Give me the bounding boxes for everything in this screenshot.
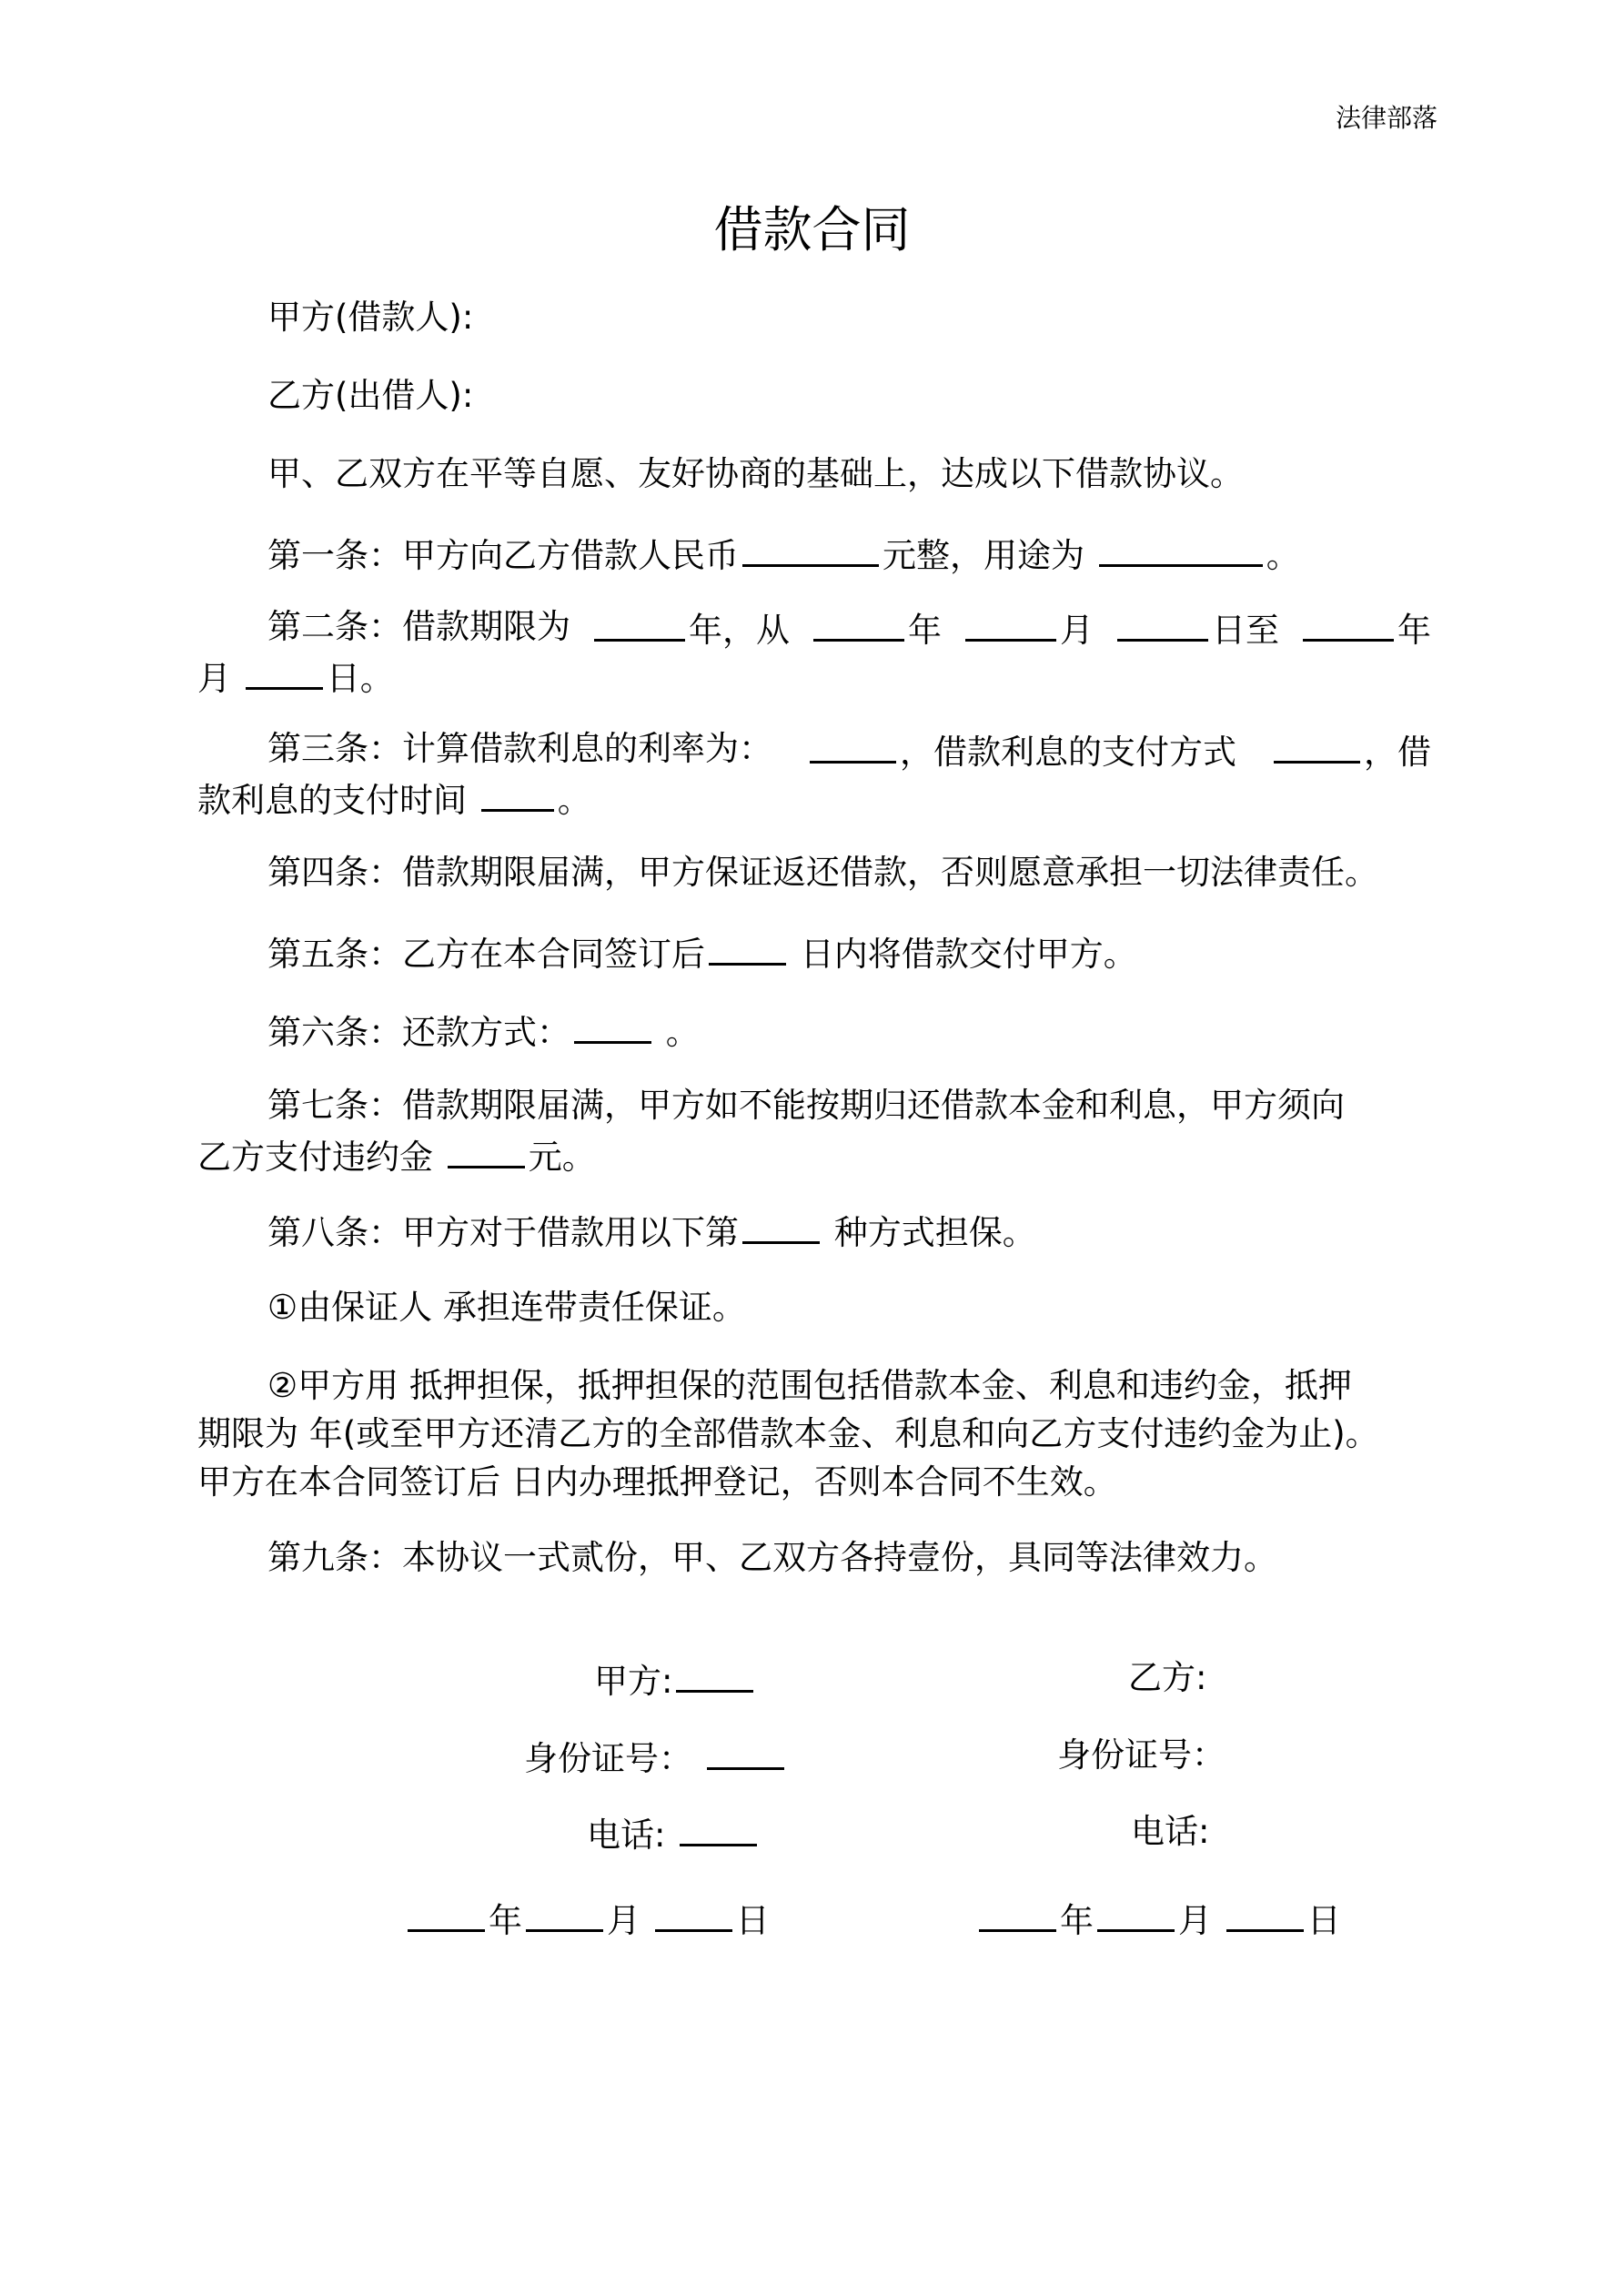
article-8 bbox=[197, 1205, 1431, 1257]
party-b-date bbox=[975, 1893, 1341, 1945]
article-4: 第四条：借款期限届满，甲方保证返还借款，否则愿意承担一切法律责任。 bbox=[267, 853, 1378, 892]
party-b-signature: 乙方: bbox=[1128, 1658, 1207, 1697]
article-3-text-1: 第三条：计算借款利息的利率为： bbox=[267, 729, 772, 768]
article-7-line-1: 第七条：借款期限届满，甲方如不能按期归还借款本金和利息，甲方须向 bbox=[267, 1086, 1345, 1125]
article-5-text-2: 日内将借款交付甲方。 bbox=[800, 935, 1137, 974]
repayment-method-blank[interactable] bbox=[574, 1005, 651, 1044]
article-1-part-1: 第一条：甲方向乙方借款人民币 bbox=[267, 536, 739, 575]
party-a-phone bbox=[587, 1807, 761, 1859]
delivery-days-blank[interactable] bbox=[709, 926, 786, 966]
party-b-month-blank[interactable] bbox=[1097, 1893, 1175, 1932]
guarantee-type-blank[interactable] bbox=[742, 1205, 820, 1244]
party-b-year-blank[interactable] bbox=[979, 1893, 1056, 1932]
purpose-blank[interactable] bbox=[1099, 528, 1263, 567]
party-a-signature-blank[interactable] bbox=[676, 1654, 753, 1693]
penalty-amount-blank[interactable] bbox=[448, 1129, 525, 1168]
article-2-line-1 bbox=[197, 602, 1431, 654]
end-year-blank[interactable] bbox=[1303, 602, 1394, 642]
party-a-id-label: 身份证号： bbox=[524, 1739, 692, 1778]
article-1-part-2: 元整，用途为 bbox=[883, 536, 1084, 575]
article-3-text-4: 款利息的支付时间 bbox=[197, 781, 467, 820]
guarantee-option-2-line-2: 期限为 年(或至甲方还清乙方的全部借款本金、利息和向乙方支付违约金为止)。 bbox=[197, 1414, 1379, 1453]
party-b-day-blank[interactable] bbox=[1226, 1893, 1304, 1932]
article-2-text-1: 第二条：借款期限为 bbox=[267, 607, 570, 646]
party-a-label: 甲方(借款人): bbox=[267, 298, 474, 337]
payment-method-blank[interactable] bbox=[1274, 724, 1360, 764]
guarantee-option-1: ①由保证人 承担连带责任保证。 bbox=[267, 1288, 746, 1327]
header-brand: 法律部落 bbox=[1335, 103, 1437, 133]
start-day-blank[interactable] bbox=[1117, 602, 1208, 642]
term-years-blank[interactable] bbox=[594, 602, 685, 642]
end-month-blank[interactable] bbox=[246, 651, 323, 690]
article-6-text-2: 。 bbox=[665, 1013, 700, 1052]
party-a-month-blank[interactable] bbox=[526, 1893, 603, 1932]
intro-paragraph: 甲、乙双方在平等自愿、友好协商的基础上，达成以下借款协议。 bbox=[267, 454, 1244, 493]
article-2-text-5: 日至 bbox=[1212, 611, 1279, 650]
article-2-text-3: 年 bbox=[908, 611, 942, 650]
article-8-text-2: 种方式担保。 bbox=[833, 1213, 1036, 1252]
article-5-text-1: 第五条：乙方在本合同签订后 bbox=[267, 935, 705, 974]
article-2-text-4: 月 bbox=[1060, 611, 1094, 650]
article-8-text-1: 第八条：甲方对于借款用以下第 bbox=[267, 1213, 739, 1252]
amount-blank[interactable] bbox=[742, 528, 879, 567]
article-1 bbox=[197, 528, 1431, 580]
article-2-text-7: 月 bbox=[197, 659, 231, 698]
guarantee-option-2-line-3: 甲方在本合同签订后 日内办理抵押登记，否则本合同不生效。 bbox=[197, 1462, 1117, 1502]
party-a-id-blank[interactable] bbox=[707, 1731, 784, 1770]
article-2-text-8: 日。 bbox=[326, 659, 394, 698]
party-b-month-label: 月 bbox=[1178, 1901, 1212, 1940]
article-2-line-2 bbox=[197, 651, 1431, 703]
article-3-text-5: 。 bbox=[557, 781, 591, 820]
article-2-text-6: 年 bbox=[1397, 611, 1431, 650]
party-b-label: 乙方(出借人): bbox=[267, 376, 474, 415]
article-3-line-1 bbox=[197, 724, 1431, 776]
article-7-line-2 bbox=[197, 1129, 1431, 1181]
article-7-text-2: 乙方支付违约金 bbox=[197, 1138, 433, 1177]
party-b-phone: 电话: bbox=[1131, 1812, 1210, 1851]
article-6-text-1: 第六条：还款方式： bbox=[267, 1013, 570, 1052]
article-5 bbox=[197, 926, 1431, 978]
article-3-line-2 bbox=[197, 773, 1431, 824]
party-a-phone-label: 电话: bbox=[587, 1816, 666, 1855]
party-a-date bbox=[404, 1893, 770, 1945]
party-a-day-label: 日 bbox=[735, 1901, 770, 1940]
party-b-year-label: 年 bbox=[1060, 1901, 1094, 1940]
party-b-day-label: 日 bbox=[1306, 1901, 1341, 1940]
article-1-part-3: 。 bbox=[1266, 536, 1300, 575]
party-a-signature bbox=[594, 1654, 757, 1705]
party-a-year-blank[interactable] bbox=[408, 1893, 485, 1932]
party-a-signature-label: 甲方: bbox=[594, 1662, 673, 1701]
party-a-phone-blank[interactable] bbox=[680, 1807, 757, 1846]
article-2-text-2: 年，从 bbox=[689, 611, 790, 650]
document-title: 借款合同 bbox=[713, 201, 911, 258]
party-a-year-label: 年 bbox=[489, 1901, 522, 1940]
party-a-id bbox=[524, 1731, 788, 1783]
article-3-text-3: ，借 bbox=[1364, 733, 1431, 772]
article-9: 第九条：本协议一式贰份，甲、乙双方各持壹份，具同等法律效力。 bbox=[267, 1538, 1277, 1577]
payment-time-blank[interactable] bbox=[481, 773, 554, 812]
party-b-id: 身份证号： bbox=[1057, 1735, 1226, 1775]
party-a-day-blank[interactable] bbox=[655, 1893, 732, 1932]
interest-rate-blank[interactable] bbox=[810, 724, 896, 764]
start-month-blank[interactable] bbox=[965, 602, 1056, 642]
article-3-text-2: ，借款利息的支付方式 bbox=[900, 733, 1236, 772]
party-a-month-label: 月 bbox=[607, 1901, 641, 1940]
start-year-blank[interactable] bbox=[813, 602, 904, 642]
article-6 bbox=[197, 1005, 1431, 1057]
guarantee-option-2-line-1: ②甲方用 抵押担保，抵押担保的范围包括借款本金、利息和违约金，抵押 bbox=[267, 1366, 1352, 1405]
article-7-text-3: 元。 bbox=[528, 1138, 596, 1177]
